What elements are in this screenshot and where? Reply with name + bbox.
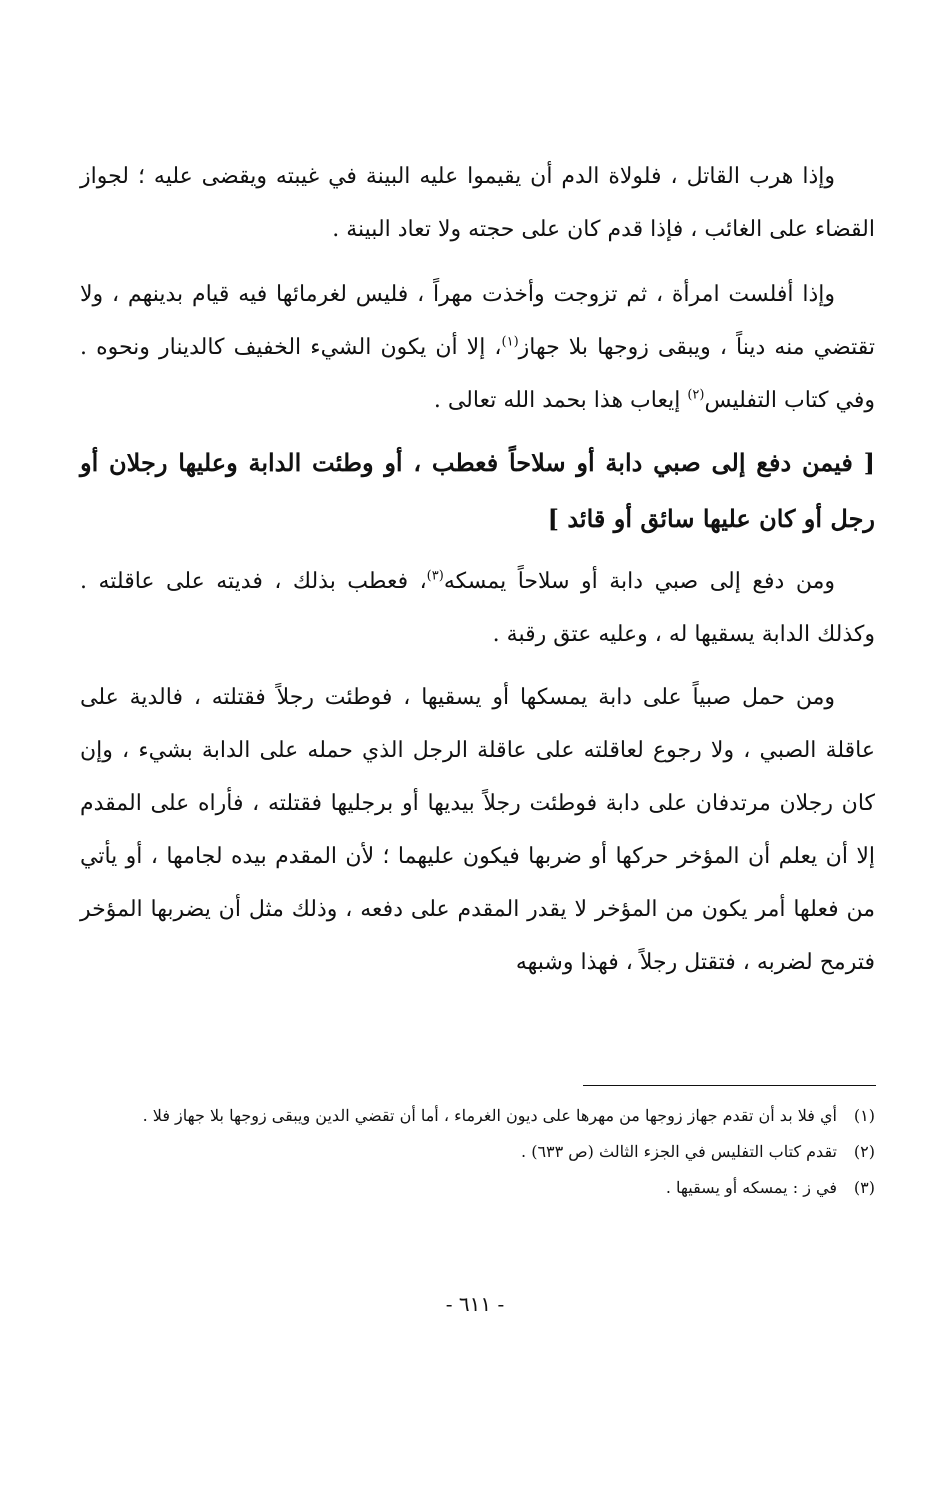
paragraph-bankrupt-woman bbox=[80, 268, 875, 427]
footnote-3 bbox=[80, 1170, 875, 1206]
footnote-number: (٣) bbox=[853, 1178, 875, 1197]
footnote-number: (٢) bbox=[853, 1142, 875, 1161]
paragraph-text-part: ، إلا أن يكون الشيء الخفيف كالدينار ونحوه . وفي كتاب التفليس bbox=[80, 335, 875, 413]
footnote-1 bbox=[80, 1098, 875, 1134]
paragraph-text: ومن حمل صبياً على دابة يمسكها أو يسقيها ، فوطئت رجلاً فقتلته ، فالدية على عاقلة الصبي ، ولا رجوع لعاقلته على عاقلة الرجل الذي حمله على الدابة بشيء ، وإن كان رجلان مرتدفان على دابة فوطئت رجلاً بيديها أو برجليها فقتلته ، فأراه على المقدم إلا أن يعلم أن المؤخر حركها أو ضربها فيكون عليهما ؛ لأن المقدم بيده لجامها ، أو يأتي من فعلها أمر يكون من المؤخر لا يقدر المقدم على دفعه ، وذلك مثل أن يضربها المؤخر فترمح لضربه ، فتقتل رجلاً ، فهذا وشبهه bbox=[80, 685, 875, 975]
footnote-ref-2[interactable]: (٢) bbox=[687, 387, 705, 403]
footnote-2 bbox=[80, 1134, 875, 1170]
footnote-text: أي فلا بد أن تقدم جهاز زوجها من مهرها على ديون الغرماء ، أما أن تقضي الدين ويبقى زوجها بلا جهاز فلا . bbox=[142, 1106, 837, 1125]
footnote-separator bbox=[583, 1085, 876, 1086]
main-text bbox=[80, 150, 875, 989]
paragraph-fleeing-killer bbox=[80, 150, 875, 256]
paragraph-text-part: ومن دفع إلى صبي دابة أو سلاحاً يمسكه bbox=[443, 569, 835, 594]
paragraph-text-part: وإذا أفلست امرأة ، ثم تزوجت وأخذت مهراً ، فليس لغرمائها فيه قيام بدينهم ، ولا تقتضي منه ديناً ، ويبقى زوجها بلا جهاز bbox=[80, 282, 875, 360]
footnote-number: (١) bbox=[853, 1106, 875, 1125]
page-number: - ٦١١ - bbox=[445, 1292, 505, 1316]
footnote-text: في ز : يمسكه أو يسقيها . bbox=[665, 1178, 837, 1197]
paragraph-boy-animal bbox=[80, 555, 875, 661]
footnote-text: تقدم كتاب التفليس في الجزء الثالث (ص ٦٣٣) . bbox=[521, 1142, 837, 1161]
paragraph-text-part: ، فعطب بذلك ، فديته على عاقلته . وكذلك الدابة يسقيها له ، وعليه عتق رقبة . bbox=[80, 569, 875, 647]
footnote-ref-1[interactable]: (١) bbox=[501, 334, 519, 350]
section-heading: [ فيمن دفع إلى صبي دابة أو سلاحاً فعطب ، أو وطئت الدابة وعليها رجلان أو رجل أو كان عليها سائق أو قائد ] bbox=[80, 448, 876, 533]
paragraph-text: وإذا هرب القاتل ، فلولاة الدم أن يقيموا عليه البينة في غيبته ويقضى عليه ؛ لجواز القضاء على الغائب ، فإذا قدم كان على حجته ولا تعاد البينة . bbox=[80, 164, 875, 242]
paragraph-text-part: إيعاب هذا بحمد الله تعالى . bbox=[433, 388, 681, 413]
paragraph-riders bbox=[80, 671, 875, 989]
footnote-ref-3[interactable]: (٣) bbox=[426, 568, 444, 584]
footnotes bbox=[80, 1098, 875, 1206]
